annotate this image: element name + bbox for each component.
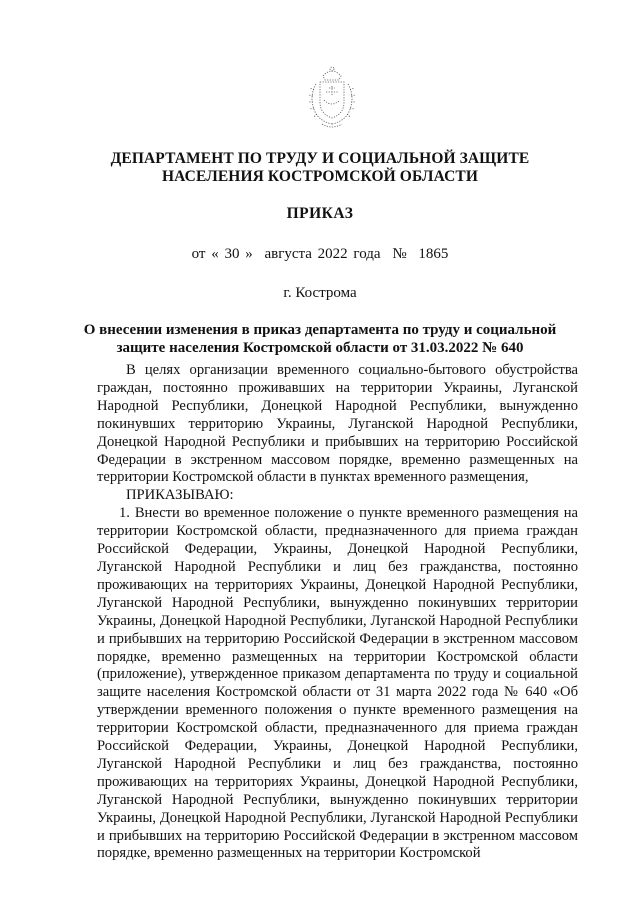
date-number-line bbox=[0, 246, 640, 263]
number-sign: № bbox=[392, 246, 407, 262]
header-line-1: ДЕПАРТАМЕНТ ПО ТРУДУ И СОЦИАЛЬНОЙ ЗАЩИТЕ bbox=[110, 150, 530, 167]
date-prefix: от « 30 » bbox=[191, 246, 253, 262]
department-header bbox=[0, 150, 640, 186]
order-word: ПРИКАЗЫВАЮ: bbox=[126, 487, 234, 504]
subject-line-2: защите населения Костромской области от 31.03.2022 № 640 bbox=[116, 340, 524, 356]
subject-line-1: О внесении изменения в приказ департамента по труду и социальной bbox=[83, 322, 557, 338]
coat-of-arms-emblem-icon bbox=[296, 62, 368, 134]
order-subject bbox=[0, 321, 640, 357]
order-body bbox=[97, 362, 578, 863]
date-text: августа 2022 года bbox=[264, 246, 381, 262]
preamble-paragraph: В целях организации временного социально-бытового обустройства граждан, постоянно проживавших на территории Украины, Луганской Народной Республики, Донецкой Народной Республики, вынужденно покинувших территорию Украины, Луганской Народной Республики, Донецкой Народной Республики и прибывших на территорию Российской Федерации в экстренном массовом порядке, временно размещенных на территории Костромской области в пунктах временного размещения, bbox=[97, 362, 578, 486]
header-line-2: НАСЕЛЕНИЯ КОСТРОМСКОЙ ОБЛАСТИ bbox=[162, 168, 478, 185]
city-line: г. Кострома bbox=[283, 285, 357, 301]
document-type-title: ПРИКАЗ bbox=[286, 205, 354, 222]
order-item-1: 1. Внести во временное положение о пункте временного размещения на территории Костромской области, предназначенного для приема граждан Российской Федерации, Украины, Донецкой Народной Республики, Луганской Народной Республики и лиц без гражданства, постоянно проживающих на территориях Украины, Донецкой Народной Республики, Луганской Народной Республики, вынужденно покинувших территории Украины, Донецкой Народной Республики, Луганской Народной Республики и прибывших на территорию Российской Федерации в экстренном массовом порядке, временно размещенных на территории Костромской области (приложение), утвержденное приказом департамента по труду и социальной защите населения Костромской области от 31 марта 2022 года № 640 «Об утверждении временного положения о пункте временного размещения на территории Костромской области, предназначенного для приема граждан Российской Федерации, Украины, Донецкой Народной Республики, Луганской Народной Республики и лиц без гражданства, постоянно проживающих на территориях Украины, Донецкой Народной Республики, Луганской Народной Республики, вынужденно покинувших территории Украины, Донецкой Народной Республики, Луганской Народной Республики и прибывших на территорию Российской Федерации в экстренном массовом порядке, временно размещенных на территории Костромской bbox=[97, 505, 578, 862]
order-number: 1865 bbox=[418, 246, 449, 262]
